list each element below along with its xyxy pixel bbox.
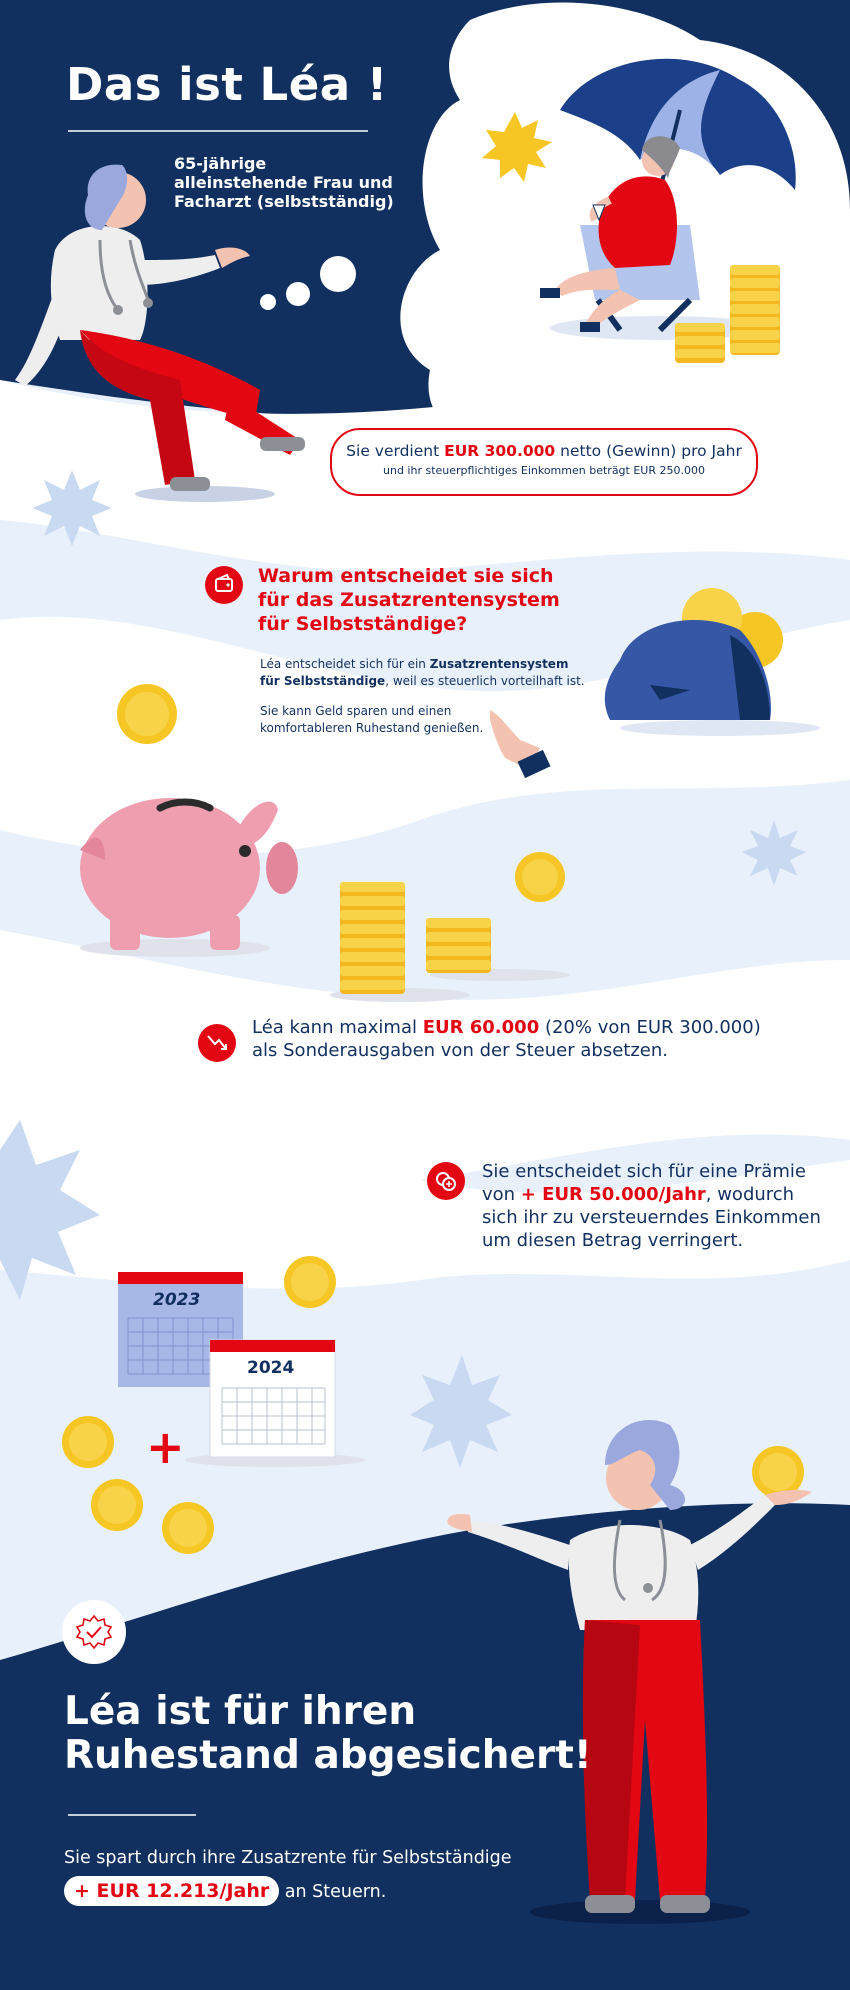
question-title-line1: Warum entscheidet sie sich: [258, 565, 554, 587]
conclusion-title-line2: Ruhestand abgesichert!: [64, 1733, 592, 1778]
persona-description: [174, 154, 394, 211]
income-box: [330, 428, 758, 496]
page-title: Das ist Léa !: [66, 58, 388, 111]
premium-line3: sich ihr zu versteuerndes Einkommen: [482, 1207, 821, 1228]
question-title-line2: für das Zusatzrentensystem: [258, 589, 560, 611]
premium-line1: Sie entscheidet sich für eine Prämie: [482, 1161, 806, 1182]
question-p1-post: , weil es steuerlich vorteilhaft ist.: [385, 674, 585, 688]
savings-amount-badge: + EUR 12.213/Jahr: [64, 1876, 279, 1906]
premium-line2: [482, 1183, 822, 1206]
question-paragraph-1: [260, 656, 590, 690]
premium-amount: + EUR 50.000/Jahr: [520, 1184, 706, 1205]
savings-post: an Steuern.: [279, 1882, 387, 1902]
question-title: [258, 564, 560, 636]
conclusion-title-line1: Léa ist für ihren: [64, 1689, 417, 1734]
deduction-post: (20% von EUR 300.000): [539, 1017, 761, 1038]
savings-line: [64, 1876, 386, 1907]
coin-plus-icon: [427, 1162, 465, 1200]
deduction-line2: als Sonderausgaben von der Steuer absetzen.: [252, 1040, 668, 1061]
calendar-year-2024: 2024: [247, 1358, 295, 1378]
deduction-amount: EUR 60.000: [422, 1017, 540, 1038]
seal-check-icon: [62, 1600, 126, 1664]
taxable-income-line: und ihr steuerpflichtiges Einkommen beträgt EUR 250.000: [383, 464, 705, 477]
question-title-line3: für Selbstständige?: [258, 613, 468, 635]
question-paragraph-2: Sie kann Geld sparen und einen komfortableren Ruhestand genießen.: [260, 704, 484, 735]
premium-text: [482, 1160, 822, 1252]
calendar-year-2023: 2023: [153, 1290, 201, 1310]
persona-profession: Facharzt (selbstständig): [174, 192, 394, 211]
deduction-text: [252, 1016, 812, 1062]
income-line: [332, 442, 756, 460]
question-p1-bold: Zusatzrentensystem für Selbstständige: [260, 657, 569, 688]
income-amount: EUR 300.000: [444, 442, 556, 460]
premium-line4: um diesen Betrag verringert.: [482, 1230, 744, 1251]
persona-age: 65-jährige: [174, 154, 267, 173]
coin-stack-small: [675, 323, 725, 363]
question-p1-pre: Léa entscheidet sich für ein: [260, 657, 430, 671]
thought-bubble-3: [320, 256, 356, 292]
premium-line2-pre: von: [482, 1184, 521, 1205]
conclusion-text: Sie spart durch ihre Zusatzrente für Selbstständige: [64, 1848, 512, 1868]
thought-bubble-1: [260, 294, 276, 310]
persona-status: alleinstehende Frau und: [174, 173, 393, 192]
deduction-pre: Léa kann maximal: [252, 1017, 423, 1038]
thought-bubble-2: [286, 282, 310, 306]
plus-sign: +: [146, 1420, 185, 1474]
wallet-icon: [205, 566, 243, 604]
income-pre: Sie verdient: [346, 442, 445, 460]
coin-stack-large: [730, 265, 780, 355]
conclusion-title: [64, 1690, 592, 1778]
income-post: netto (Gewinn) pro Jahr: [555, 442, 742, 460]
premium-line2-post: , wodurch: [705, 1184, 795, 1205]
deduction-line1: [252, 1016, 812, 1039]
money-down-icon: [198, 1024, 236, 1062]
